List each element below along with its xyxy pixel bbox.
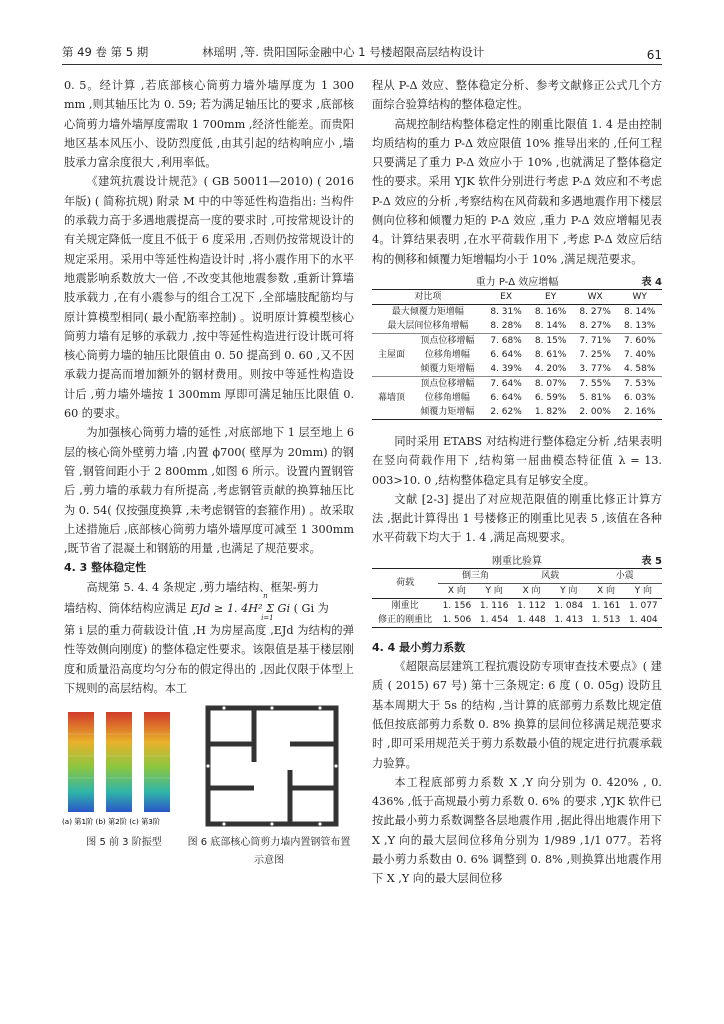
table-header: WY [617,289,662,304]
figure-captions [64,834,354,870]
figure-5-caption: 图 5 前 3 阶振型 [86,837,162,849]
table-cell: 1. 82% [528,405,573,420]
steel-tube-layout-figure [204,704,340,828]
table-cell: 修正的刚重比 [372,613,438,628]
table-row [372,304,662,319]
table-cell: 8. 61% [534,349,567,360]
table-cell: 1. 077 [629,600,658,611]
paragraph: 高规控制结构整体稳定性的刚重比限值 1. 4 是由控制均质结构的重力 P-Δ 效应限值 10% 推导出来的 ,任何工程只要满足了重力 P-Δ 效应小于 10% ,也就满足了整体稳定性的要求。采用 YJK 软件分别进行考虑 P-Δ 效应和不考虑 P-Δ 效应的分析 ,考察结构在风荷载和多遇地震作用下楼层侧向位移和倾覆力矩的 P-Δ 效应 ,重力 P-Δ 效应增幅见表 4。计算结果表明 ,在水平荷载作用下 ,考虑 P-Δ 效应后结构的侧移和倾覆力矩增幅均小于 10% ,满足规范要求。 [372,117,662,266]
table-cell: 1. 156 [442,600,472,611]
mode-3-model [144,712,170,812]
table-cell: 8. 27% [579,320,611,331]
table-cell: 刚重比 [391,600,419,611]
table-cell: 8. 27% [579,306,611,317]
table-cell: 4. 39% [490,363,522,374]
table-cell: 最大倾覆力矩增幅 [391,306,464,317]
paragraph: 《建筑抗震设计规范》( GB 50011—2010) ( 2016 年版) ( 简称抗规) 附录 M 中的中等延性构造指出: 当构件的承载力高于多遇地震提高一度的要求时 ,可按常规设计的有关规定降低一度且不低于 6 度采用 ,否则仍按常规设计的规定采用。采用中等延性构造设计时 ,将小震作用下的水平地震影响系数放大一倍 ,不改变其他地震参数 ,重新计算墙肢承载力 ,在有小震参与的组合工况下 ,全部墙肢配筋均与原计算模型相同( 最小配筋率控制) 。说明原计算模型核心筒剪力墙有足够的承载力 ,按中等延性构造进行设计既可将核心筒剪力墙的轴压比限值由 0. 50 提高到 0. 60 ,又不因承载力提高而增加额外的钢材费用。则按中等延性构造设计后 ,剪力墙外墙按 1 300mm 厚即可满足轴压比限值 0. 60 的要求。 [64,175,354,421]
table-cell: 1. 413 [550,613,587,628]
sum-lower-index: i=1 [261,614,274,623]
table-header: 小震 [587,568,662,583]
paragraph: 程从 P-Δ 效应、整体稳定分析、参考文献修正公式几个方面综合验算结构的整体稳定性。 [372,79,662,112]
table-cell: 倾覆力矩增幅 [420,363,475,374]
table-cell: 8. 13% [623,320,656,331]
table-header: 荷载 [372,568,438,598]
table-group-label: 幕墙顶 [372,376,411,419]
table-cell: 6. 59% [534,392,567,403]
table-5-number: 表 5 [641,555,662,567]
paragraph: 本工程底部剪力系数 X ,Y 向分别为 0. 420% , 0. 436% ,低于高规最小剪力系数 0. 6% 的要求 ,YJK 软件已按此最小剪力系数调整各层地震作用 ,据此得出地震作用下 X ,Y 向的最大层间位移角分别为 1/989 ,1/1 077。若将最小剪力系数由 0. 6% 调整到 0. 8% ,则换算出地震作用下 X ,Y 向的最大层间位移 [372,775,662,886]
table-header: X 向 [587,583,624,598]
table-cell: 8. 16% [534,306,567,317]
paragraph: 第 i 层的重力荷载设计值 ,H 为房屋高度 ,EJd 为结构的弹性等效侧向刚度) 的整体稳定性要求。该限值是基于楼层刚度和质量沿高度均匀分布的假定得出的 ,因此仅限于体型上下规则的高层结构。本工 [64,624,354,695]
journal-volume: 第 49 卷 第 5 期 [62,45,149,59]
table-row [372,376,662,391]
table-row [372,613,662,628]
table-header: 风载 [513,568,588,583]
table-5-title: 刚重比验算 [492,555,542,567]
paragraph: 0. 5。经计算 ,若底部核心筒剪力墙外墙厚度为 1 300 mm ,则其轴压比为 0. 59; 若为满足轴压比的要求 ,底部核心筒剪力墙外墙厚度需取 1 700mm ,经济性能差。而贵阳地区基本风压小、设防烈度低 ,由其引起的结构响应小 ,墙肢承力富余度很大 ,利用率低。 [64,79,354,170]
page-number: 61 [646,48,662,62]
table-header: Y 向 [476,583,513,598]
figures [64,704,354,834]
table-cell: 6. 64% [490,392,522,403]
table-cell: 7. 68% [484,333,529,348]
table-header: EY [528,289,573,304]
table-row [372,598,662,613]
mode-shape-figure [62,704,182,828]
table-header: Y 向 [625,583,662,598]
table-cell: 7. 53% [617,376,662,391]
table-group-label: 主屋面 [372,333,411,376]
table-cell: 7. 25% [579,349,611,360]
table-cell: 2. 62% [484,405,529,420]
table-row [372,405,662,420]
table-cell: 1. 084 [554,600,584,611]
table-5 [372,568,662,628]
table-cell: 8. 14% [623,306,656,317]
table-row [372,319,662,334]
paragraph: 高规第 5. 4. 4 条规定 ,剪力墙结构、框架-剪力 [86,580,319,594]
table-cell: 7. 40% [623,349,656,360]
table-cell: 4. 20% [534,363,567,374]
table-header: X 向 [513,583,550,598]
table-cell: 2. 16% [617,405,662,420]
section-heading: 4. 4 最小剪力系数 [372,640,466,654]
right-column [372,76,662,889]
table-cell: 7. 64% [484,376,529,391]
table-header: EX [484,289,529,304]
equation-body: EJd ≥ 1. 4H² Σ Gi [190,602,291,616]
figure-6-caption: 图 6 底部核心筒剪力墙内置钢管布置示意图 [187,837,351,867]
table-cell: 1. 454 [476,613,513,628]
equation-text: ( Gi 为 [293,602,329,616]
table-cell: 1. 506 [438,613,475,628]
running-header [62,40,662,62]
table-cell: 6. 03% [623,392,656,403]
table-cell: 4. 58% [623,363,656,374]
table-cell: 8. 28% [490,320,522,331]
table-row [372,391,662,405]
table-cell: 1. 112 [517,600,546,611]
table-row [372,333,662,348]
section-heading: 4. 3 整体稳定性 [64,561,147,575]
table-cell: 1. 448 [513,613,550,628]
sum-upper-index: n [263,592,268,601]
table-cell: 3. 77% [579,363,611,374]
equation-line [64,592,354,623]
table-header: 倒三角 [438,568,513,583]
table-header: WX [573,289,618,304]
stability-equation [190,592,294,623]
table-cell: 5. 81% [579,392,611,403]
mode-1-model [68,712,94,812]
table-header: Y 向 [550,583,587,598]
mode-legend: (a) 第1阶 (b) 第2阶 (c) 第3阶 [62,817,161,827]
mode-2-model [106,712,132,812]
table-cell: 1. 404 [625,613,662,628]
running-title: 林瑶明 ,等. 贵阳国际金融中心 1 号楼超限高层结构设计 [202,45,485,59]
table-cell: 最大层间位移角增幅 [387,320,469,331]
equation-text: 墙结构、筒体结构应满足 [64,602,188,616]
table-5-caption [372,552,662,568]
table-cell: 位移角增幅 [424,349,470,360]
table-cell: 8. 07% [528,376,573,391]
table-header: X 向 [438,583,475,598]
paragraph: 文献 [2-3] 提出了对应规范限值的刚重比修正计算方法 ,据此计算得出 1 号楼修正的刚重比见表 5 ,该值在各种水平荷载下均大于 1. 4 ,满足高规要求。 [372,492,662,545]
table-4-number: 表 4 [641,276,662,288]
table-cell: 顶点位移增幅 [411,333,484,348]
table-row [372,348,662,362]
table-cell: 位移角增幅 [424,392,470,403]
table-cell: 8. 14% [534,320,567,331]
table-row [372,362,662,377]
table-cell: 8. 31% [490,306,522,317]
table-cell: 倾覆力矩增幅 [411,405,484,420]
table-cell: 7. 55% [573,376,618,391]
paragraph: 同时采用 ETABS 对结构进行整体稳定分析 ,结果表明在竖向荷载作用下 ,结构第一屈曲模态特征值 λ = 13. 003>10. 0 ,结构整体稳定具有足够安全度。 [372,434,662,487]
table-4 [372,289,662,420]
left-column [64,76,354,870]
table-cell: 1. 116 [479,600,509,611]
table-cell: 2. 00% [573,405,618,420]
table-cell: 8. 15% [528,333,573,348]
table-cell: 7. 60% [617,333,662,348]
paragraph: 为加强核心筒剪力墙的延性 ,对底部地下 1 层至地上 6 层的核心筒外壁剪力墙 ,内置 ϕ700( 壁厚为 20mm) 的钢管 ,钢管间距小于 2 800mm ,如图 6 所示。设置内置钢管后 ,剪力墙的承载力有所提高 ,考虑钢管贡献的换算轴压比为 0. 54( 仅按强度换算 ,未考虑钢管的套箍作用) 。故采取上述措施后 ,底部核心筒剪力墙外墙厚度可减至 1 300mm ,既节省了混凝土和钢筋的用量 ,也满足了规范要求。 [64,426,354,556]
header-rule [62,64,662,65]
table-4-caption [372,273,662,289]
table-4-title: 重力 P-Δ 效应增幅 [475,276,559,288]
paragraph: 《超限高层建筑工程抗震设防专项审查技术要点》( 建质 ( 2015) 67 号) 第十三条规定: 6 度 ( 0. 05g) 设防且基本周期大于 5s 的结构 ,当计算的底部剪力系数比规定值低但按底部剪力系数 0. 8% 换算的层间位移满足规范要求时 ,即可采用规范关于剪力系数最小值的规定进行抗震承载力验算。 [372,660,662,770]
table-header: 对比项 [372,289,484,304]
table-cell: 7. 71% [573,333,618,348]
table-cell: 1. 161 [591,600,621,611]
table-cell: 6. 64% [490,349,522,360]
table-cell: 1. 513 [587,613,624,628]
table-cell: 顶点位移增幅 [411,376,484,391]
